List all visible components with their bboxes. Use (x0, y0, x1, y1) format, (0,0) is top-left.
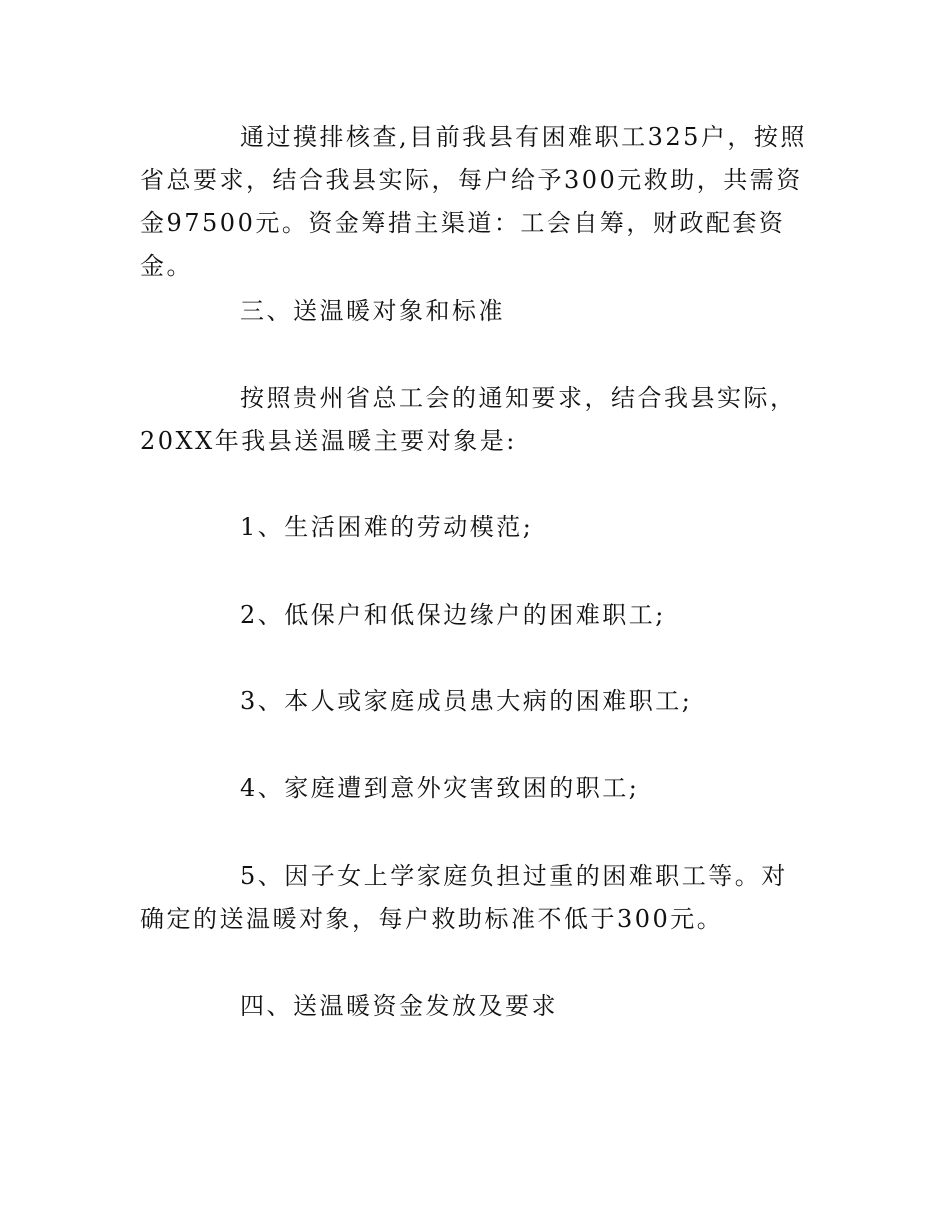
list-item: 1、生活困难的劳动模范; (240, 513, 534, 541)
paragraph-targets-intro: 按照贵州省总工会的通知要求，结合我县实际，20XX年我县送温暖主要对象是: (140, 384, 797, 455)
list-item: 5、因子女上学家庭负担过重的困难职工等。对确定的送温暖对象，每户救助标准不低于300元。 (140, 862, 788, 933)
list-item: 3、本人或家庭成员患大病的困难职工; (240, 687, 693, 715)
section-4-heading: 四、送温暖资金发放及要求 (240, 992, 558, 1020)
list-item: 4、家庭遭到意外灾害致困的职工; (240, 774, 640, 802)
paragraph-funding: 通过摸排核查,目前我县有困难职工325户，按照省总要求，结合我县实际，每户给予300元救助，共需资金97500元。资金筹措主渠道：工会自筹，财政配套资金。 (140, 123, 807, 280)
section-3-heading: 三、送温暖对象和标准 (240, 297, 505, 325)
list-item: 2、低保户和低保边缘户的困难职工; (240, 601, 666, 629)
